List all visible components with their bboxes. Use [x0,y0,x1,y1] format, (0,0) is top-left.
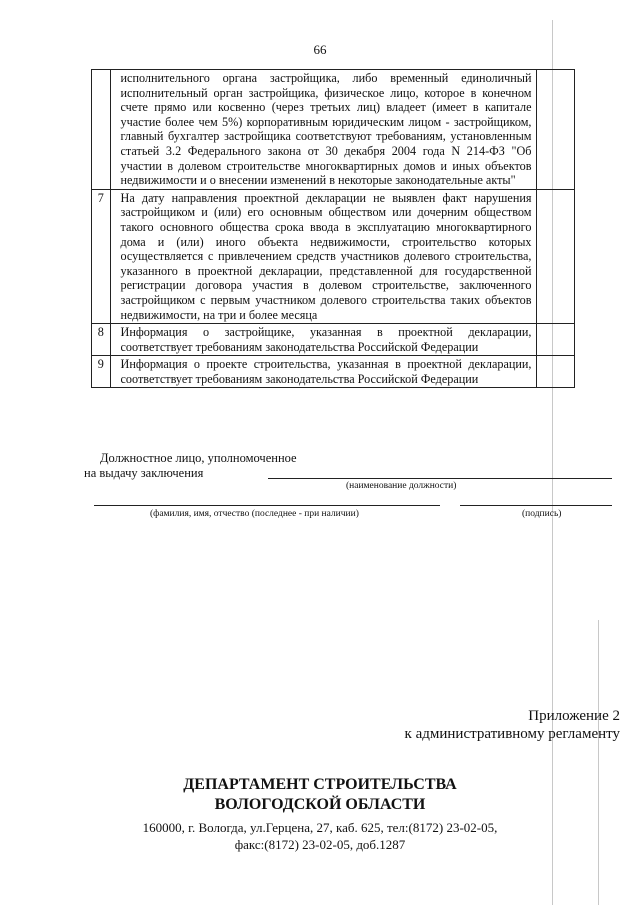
department-address-line1: 160000, г. Вологда, ул.Герцена, 27, каб. 625, тел:(8172) 23-02-05, [142,820,498,835]
appendix-title: Приложение 2 [528,708,620,724]
official-label-line2: на выдачу заключения [84,466,204,480]
table-row [92,189,575,323]
row-mark-cell [537,324,575,356]
row-text: На дату направления проектной декларации не выявлен факт нарушения застройщиком и (или) его основным обществом или дочерним обществом такого основного общества срока ввода в эксплуатацию многоквартирного дома и (или) иного объекта недвижимости, строительство которых осуществляется с привлечением средств участников долевого строительства, указанного в проектной декларации, представленной для государственной регистрации договора участия в долевом строительстве, заключенного застройщиком с первым участником долевого строительства таких объектов недвижимости, на три и более месяца [110,189,537,323]
signature-caption: (подпись) [522,509,562,519]
row-mark-cell [537,356,575,388]
table-row [92,70,575,190]
appendix-subtitle: к административному регламенту [404,726,620,742]
signature-underline [460,505,612,506]
table-row [92,324,575,356]
row-number: 8 [92,324,111,356]
row-number [92,70,111,190]
department-address-line2: факс:(8172) 23-02-05, доб.1287 [234,837,406,852]
department-name-line1: ДЕПАРТАМЕНТ СТРОИТЕЛЬСТВА [183,776,457,793]
row-mark-cell [537,70,575,190]
row-text: Информация о застройщике, указанная в проектной декларации, соответствует требованиям законодательства Российской Федерации [110,324,537,356]
row-text: Информация о проекте строительства, указанная в проектной декларации, соответствует требованиям законодательства Российской Федерации [110,356,537,388]
row-number: 9 [92,356,111,388]
row-mark-cell [537,189,575,323]
position-caption: (наименование должности) [346,481,457,491]
official-label-line1: Должностное лицо, уполномоченное [100,451,297,465]
checklist-table [91,69,575,388]
name-caption: (фамилия, имя, отчество (последнее - при наличии) [150,509,359,519]
row-text: исполнительного органа застройщика, либо временный единоличный исполнительный орган застройщика, физическое лицо, которое в конечном счете прямо или косвенно (через третьих лиц) владеет (имеет в капитале участие более чем 5%) корпоративным юридическим лицом - застройщиком, главный бухгалтер застройщика соответствуют требованиям, установленным статьей 3.2 Федерального закона от 30 декабря 2004 года N 214-ФЗ "Об участии в долевом строительстве многоквартирных домов и иных объектов недвижимости и о внесении изменений в некоторые законодательные акты" [110,70,537,190]
table-row [92,356,575,388]
scan-artifact-line [598,620,599,905]
department-name-line2: ВОЛОГОДСКОЙ ОБЛАСТИ [214,796,426,813]
row-number: 7 [92,189,111,323]
page-number: 66 [313,42,327,57]
name-underline [94,505,440,506]
position-underline [268,478,612,479]
